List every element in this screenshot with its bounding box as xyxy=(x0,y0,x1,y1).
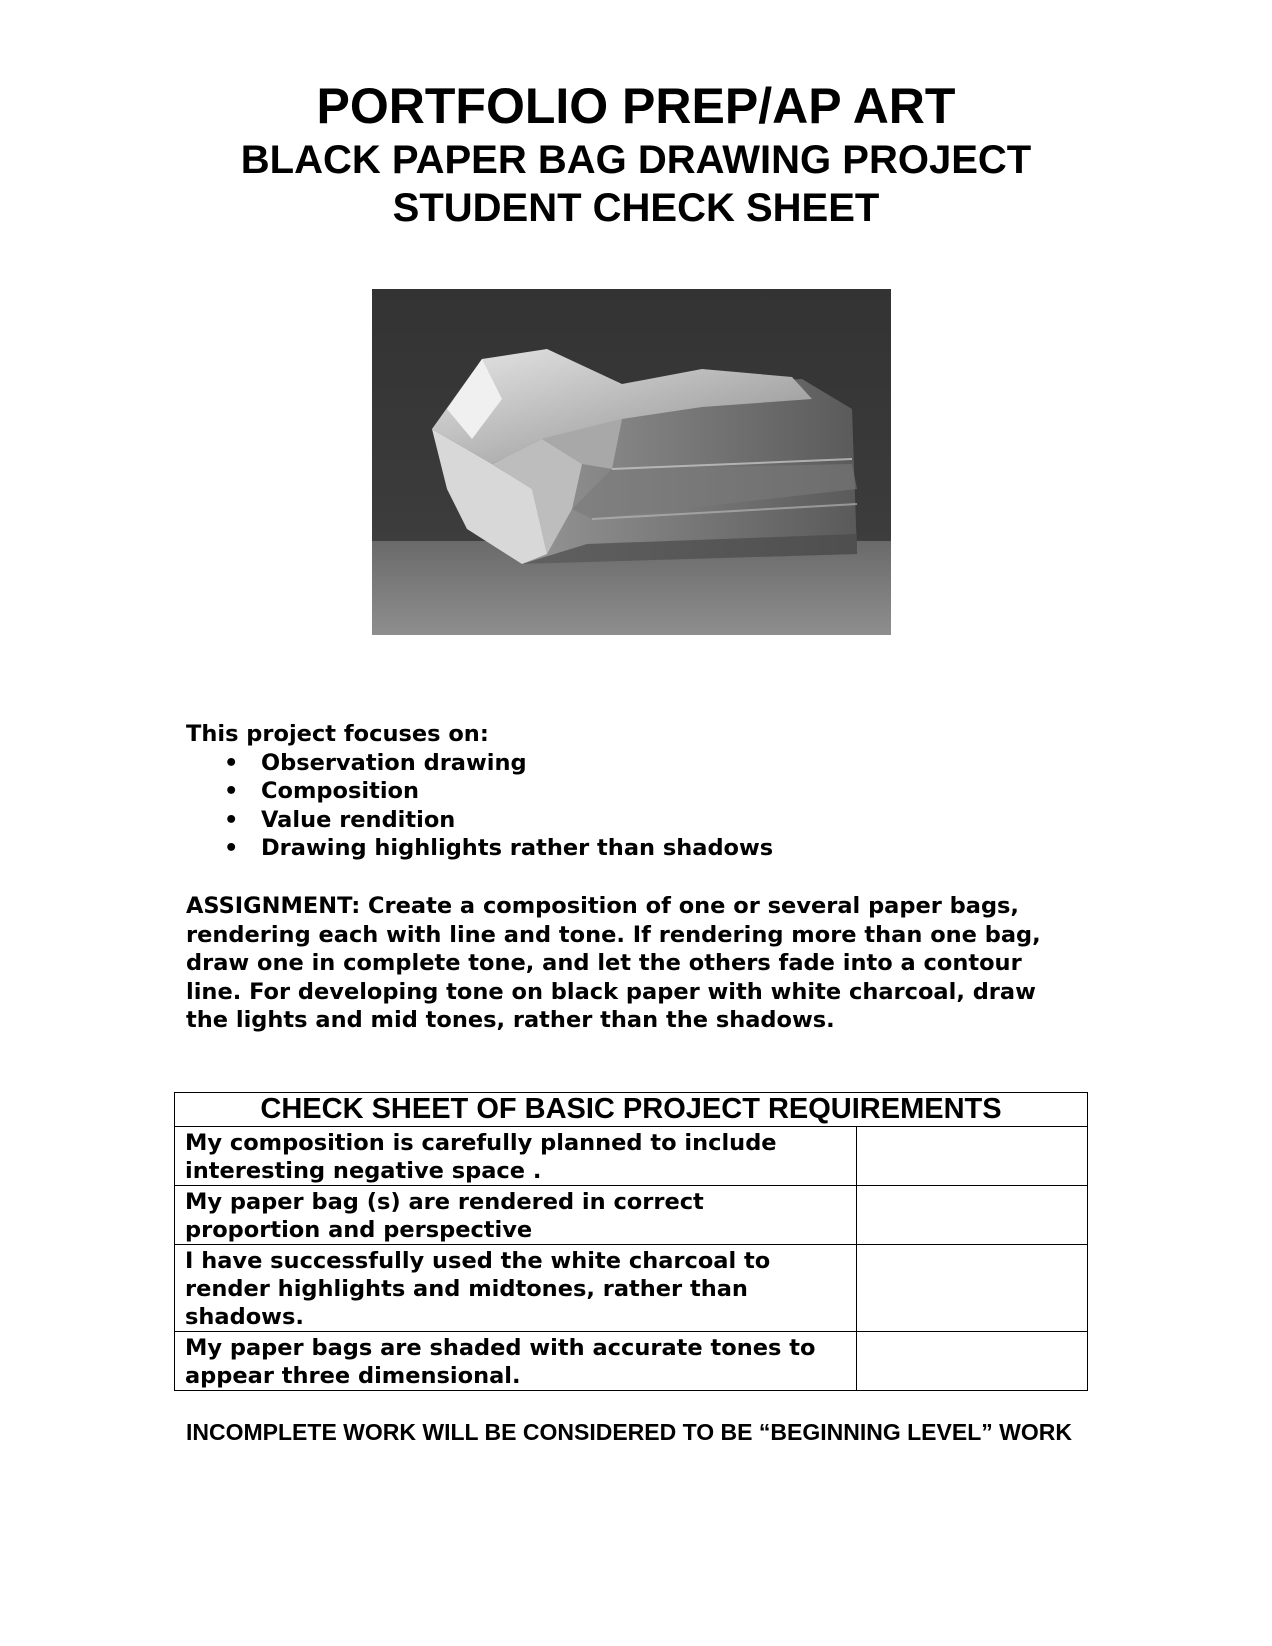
table-header-row xyxy=(175,1093,1088,1127)
list-item xyxy=(186,777,1086,806)
list-item-label: Composition xyxy=(261,778,420,804)
bullet-icon: • xyxy=(224,835,239,861)
list-item xyxy=(186,834,1086,863)
check-box[interactable] xyxy=(856,1186,1087,1245)
list-item xyxy=(186,749,1086,778)
document-title: PORTFOLIO PREP/AP ART xyxy=(316,78,956,134)
paper-bag-drawing-icon xyxy=(372,289,891,635)
check-box[interactable] xyxy=(856,1332,1087,1391)
table-row xyxy=(175,1332,1088,1391)
assignment-paragraph: ASSIGNMENT: Create a composition of one or several paper bags, rendering each with line and tone. If rendering more than one bag, draw one in complete tone, and let the others fade into a contour line. For developing tone on black paper with white charcoal, draw the lights and mid tones, rather than the shadows. xyxy=(186,893,1041,1033)
table-row xyxy=(175,1127,1088,1186)
requirement-text: My paper bag (s) are rendered in correct proportion and perspective xyxy=(175,1186,857,1245)
requirement-text: My composition is carefully planned to include interesting negative space . xyxy=(175,1127,857,1186)
table-row xyxy=(175,1186,1088,1245)
document-subtitle-2: STUDENT CHECK SHEET xyxy=(392,186,880,230)
focus-section xyxy=(186,720,1086,863)
check-box[interactable] xyxy=(856,1245,1087,1332)
table-heading: CHECK SHEET OF BASIC PROJECT REQUIREMENTS xyxy=(175,1093,1088,1127)
list-item-label: Observation drawing xyxy=(261,749,527,776)
bullet-icon: • xyxy=(224,749,239,776)
bullet-icon: • xyxy=(224,806,239,833)
document-subtitle: BLACK PAPER BAG DRAWING PROJECT xyxy=(240,138,1032,182)
focus-intro: This project focuses on: xyxy=(186,721,489,747)
requirements-table xyxy=(174,1092,1088,1391)
check-box[interactable] xyxy=(856,1127,1087,1186)
list-item-label: Drawing highlights rather than shadows xyxy=(261,835,774,861)
focus-list xyxy=(186,749,1086,863)
requirement-text: I have successfully used the white charcoal to render highlights and midtones, rather than shadows. xyxy=(175,1245,857,1332)
closing-note: INCOMPLETE WORK WILL BE CONSIDERED TO BE “BEGINNING LEVEL” WORK xyxy=(186,1419,1072,1445)
list-item xyxy=(186,806,1086,835)
list-item-label: Value rendition xyxy=(261,806,456,833)
title-block xyxy=(0,76,1272,232)
requirement-text: My paper bags are shaded with accurate tones to appear three dimensional. xyxy=(175,1332,857,1391)
bullet-icon: • xyxy=(224,778,239,804)
paper-bag-drawing-image xyxy=(372,289,891,635)
table-row xyxy=(175,1245,1088,1332)
